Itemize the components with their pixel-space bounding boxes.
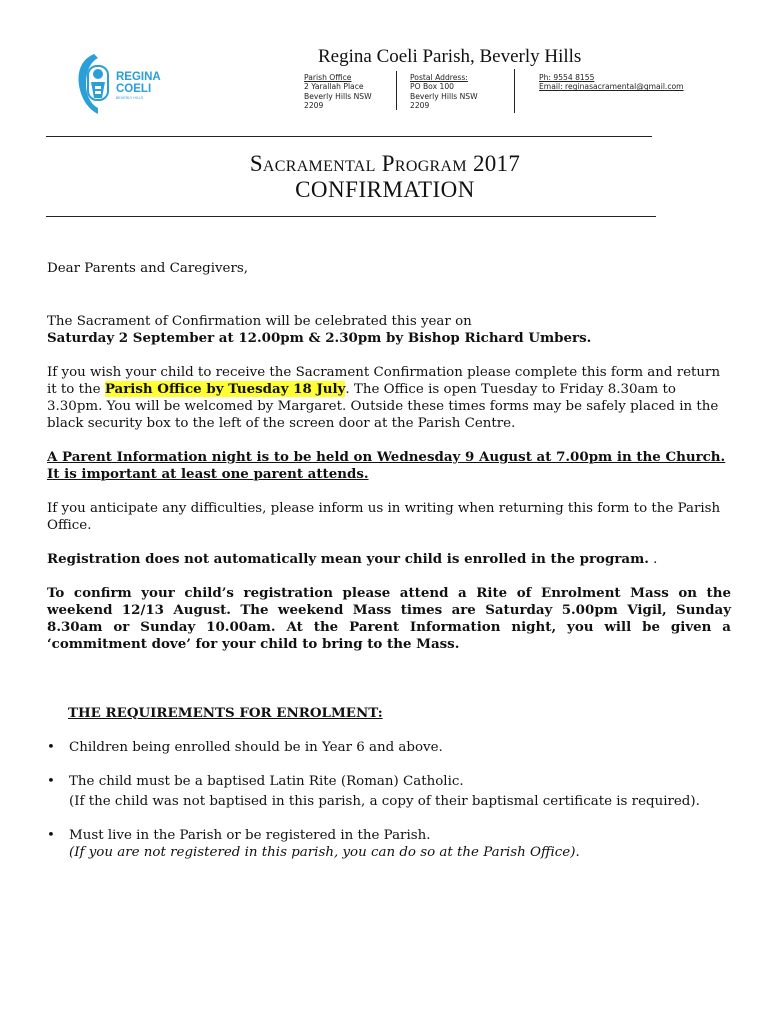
requirement-text: The child must be a baptised Latin Rite (Roman) Catholic. — [69, 774, 464, 789]
greeting: Dear Parents and Caregivers, — [47, 261, 249, 276]
enrolment-mass-paragraph: To confirm your child’s registration please attend a Rite of Enrolment Mass on the weekend 12/13 August. The weekend Mass times are Saturday 5.00pm Vigil, Sunday 8.30am or Sunday 10.00am. At the Parent Information night, you will be given a ‘commitment dove’ for your child to bring to the Mass. — [47, 585, 731, 652]
regina-coeli-logo-icon — [74, 52, 170, 116]
return-form-text-1: If you wish your child to receive the Sacrament Confirmation please complete this form and return it to the — [47, 365, 721, 397]
return-deadline-highlight: Parish Office by Tuesday 18 July — [104, 381, 346, 397]
list-item — [47, 773, 731, 810]
office-label: Parish Office — [304, 73, 352, 82]
logo-word-beverly: BEVERLY HILLS — [116, 96, 144, 100]
title-rule — [46, 216, 656, 217]
phone-number: Ph: 9554 8155 — [539, 73, 595, 82]
email-address[interactable]: Email: reginasacramental@gmail.com — [539, 82, 684, 92]
parish-logo — [74, 52, 170, 116]
letter-body — [47, 260, 731, 878]
parish-office-address — [304, 73, 390, 111]
list-item — [47, 739, 731, 756]
requirements-heading: THE REQUIREMENTS FOR ENROLMENT: — [68, 705, 383, 721]
info-night-notice: A Parent Information night is to be held on Wednesday 9 August at 7.00pm in the Church. It is important at least one parent attends. — [47, 449, 726, 482]
bullet-icon: • — [47, 740, 55, 755]
header-divider — [514, 69, 515, 113]
registration-text: Registration does not automatically mean your child is enrolled in the program. — [47, 551, 649, 567]
celebration-date: Saturday 2 September at 12.00pm & 2.30pm by Bishop Richard Umbers. — [47, 330, 592, 346]
office-line-2: Beverly Hills NSW — [304, 91, 372, 101]
return-form-text-2: . The Office is open Tuesday to Friday 8.30am to 3.30pm. You will be welcomed by Margaret. Outside these times forms may be safely placed in the black security box to the left of the screen door at the Parish Centre. — [47, 382, 719, 431]
sacrament-title: CONFIRMATION — [295, 177, 475, 202]
registration-trail: . — [648, 552, 658, 567]
celebration-paragraph — [47, 313, 731, 347]
postal-line-1: PO Box 100 — [410, 82, 454, 92]
bullet-icon: • — [47, 774, 55, 789]
office-line-1: 2 Yarallah Place — [304, 82, 364, 92]
parish-name: Regina Coeli Parish, Beverly Hills — [318, 46, 582, 67]
return-form-paragraph — [47, 364, 731, 432]
logo-word-coeli: COELI — [116, 83, 152, 95]
celebration-intro: The Sacrament of Confirmation will be celebrated this year on — [47, 314, 472, 329]
contact-details — [539, 73, 699, 92]
registration-notice — [47, 551, 731, 568]
list-item — [47, 827, 731, 861]
requirement-note: (If the child was not baptised in this parish, a copy of their baptismal certificate is required). — [69, 794, 700, 809]
requirement-note: (If you are not registered in this parish, you can do so at the Parish Office). — [69, 845, 580, 860]
postal-label: Postal Address: — [410, 73, 468, 82]
postal-line-2: Beverly Hills NSW — [410, 91, 478, 101]
requirements-list — [47, 739, 731, 861]
bullet-icon: • — [47, 828, 55, 843]
header-divider — [396, 71, 397, 110]
requirement-text: Children being enrolled should be in Year 6 and above. — [69, 740, 443, 755]
office-line-3: 2209 — [304, 101, 324, 111]
postal-address — [410, 73, 502, 111]
program-title: Sacramental Program 2017 — [249, 151, 521, 176]
difficulties-paragraph: If you anticipate any difficulties, please inform us in writing when returning this form to the Parish Office. — [47, 501, 721, 533]
header-rule — [46, 136, 652, 137]
postal-line-3: 2209 — [410, 101, 430, 111]
logo-word-regina: REGINA — [116, 71, 161, 83]
requirement-text: Must live in the Parish or be registered in the Parish. — [69, 828, 431, 843]
